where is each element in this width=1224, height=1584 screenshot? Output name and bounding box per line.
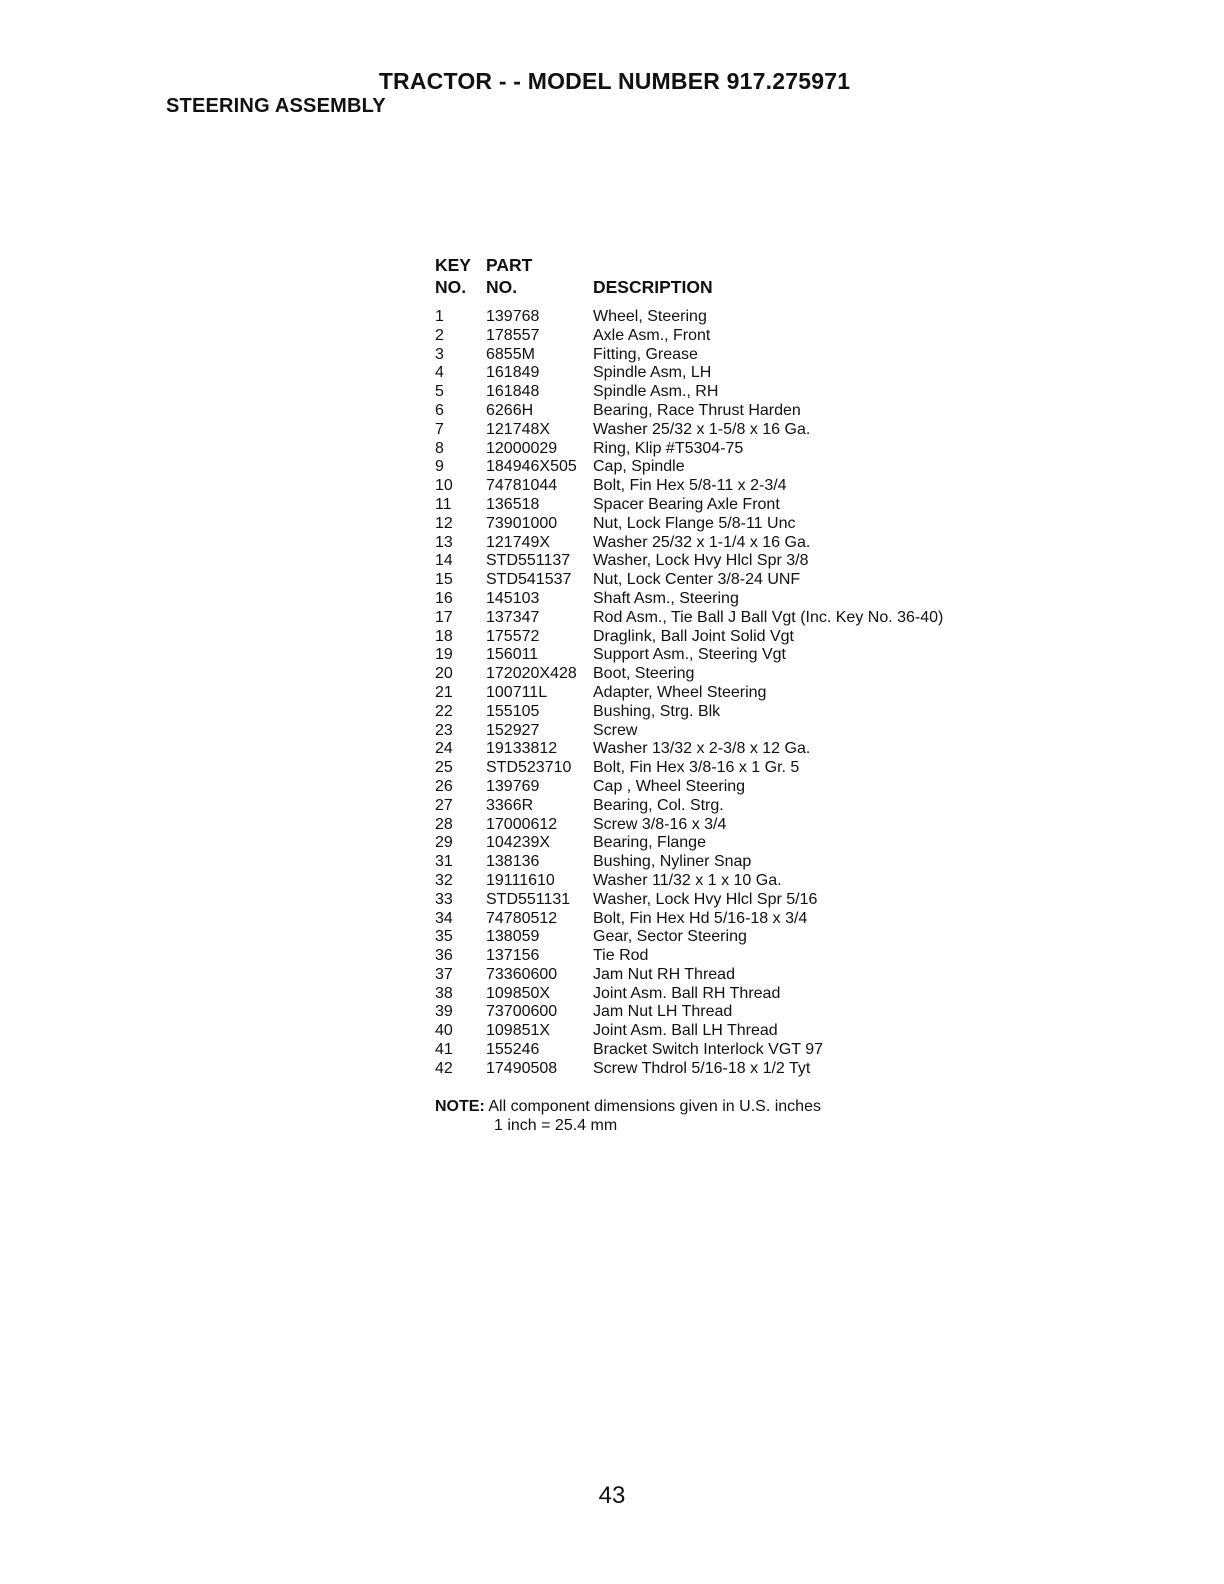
key-no-cell: 8: [435, 439, 444, 457]
description-cell: Washer, Lock Hvy Hlcl Spr 3/8: [593, 552, 809, 570]
key-no-cell: 39: [435, 1003, 453, 1021]
description-cell: Jam Nut LH Thread: [593, 1003, 733, 1021]
part-no-cell: STD551131: [486, 890, 571, 908]
table-row: [435, 308, 995, 327]
part-no-cell: 17000612: [486, 815, 558, 833]
key-no-cell: 15: [435, 571, 453, 589]
part-no-cell: 161848: [486, 383, 540, 401]
table-row: [435, 646, 995, 665]
key-no-cell: 7: [435, 420, 444, 438]
key-no-cell: 42: [435, 1059, 453, 1077]
key-no-cell: 36: [435, 947, 453, 965]
table-row: [435, 590, 995, 609]
table-row: [435, 684, 995, 703]
table-row: [435, 778, 995, 797]
key-no-cell: 18: [435, 627, 453, 645]
key-no-cell: 35: [435, 928, 453, 946]
page-number: 43: [598, 1482, 626, 1509]
part-no-cell: 74781044: [486, 477, 558, 495]
note-label: NOTE:: [435, 1098, 485, 1115]
part-no-cell: 109851X: [486, 1022, 551, 1040]
table-row: [435, 628, 995, 647]
table-row: [435, 966, 995, 985]
table-row: [435, 364, 995, 383]
key-no-header-line1: KEY: [435, 255, 471, 275]
part-no-cell: 17490508: [486, 1059, 558, 1077]
description-cell: Screw 3/8-16 x 3/4: [593, 815, 727, 833]
description-cell: Adapter, Wheel Steering: [593, 683, 767, 701]
description-cell: Tie Rod: [593, 947, 649, 965]
note: [435, 1097, 821, 1135]
description-cell: Bolt, Fin Hex 3/8-16 x 1 Gr. 5: [593, 759, 800, 777]
description-cell: Spindle Asm, LH: [593, 364, 712, 382]
description-cell: Screw Thdrol 5/16-18 x 1/2 Tyt: [593, 1059, 811, 1077]
description-header: DESCRIPTION: [593, 277, 713, 297]
table-row: [435, 816, 995, 835]
part-no-cell: 73360600: [486, 965, 558, 983]
key-no-cell: 32: [435, 871, 453, 889]
page-title: TRACTOR - - MODEL NUMBER 917.275971: [378, 68, 851, 94]
part-no-cell: 155105: [486, 702, 540, 720]
description-cell: Bearing, Col. Strg.: [593, 796, 724, 814]
table-row: [435, 534, 995, 553]
part-no-cell: 178557: [486, 326, 540, 344]
key-no-cell: 23: [435, 721, 453, 739]
part-no-cell: 152927: [486, 721, 540, 739]
key-no-cell: 13: [435, 533, 453, 551]
description-cell: Bearing, Race Thrust Harden: [593, 401, 801, 419]
part-no-cell: 121748X: [486, 420, 551, 438]
key-no-cell: 17: [435, 608, 453, 626]
key-no-cell: 1: [435, 308, 444, 325]
description-cell: Washer 25/32 x 1-1/4 x 16 Ga.: [593, 533, 811, 551]
table-row: [435, 440, 995, 459]
description-cell: Gear, Sector Steering: [593, 928, 747, 946]
table-row: [435, 1041, 995, 1060]
parts-list-header: [435, 254, 995, 300]
part-no-cell: 100711L: [486, 683, 548, 701]
key-no-cell: 6: [435, 401, 444, 419]
part-no-cell: 137156: [486, 947, 540, 965]
key-no-cell: 14: [435, 552, 453, 570]
description-cell: Spacer Bearing Axle Front: [593, 495, 780, 513]
key-no-cell: 40: [435, 1022, 453, 1040]
part-no-cell: 12000029: [486, 439, 558, 457]
table-row: [435, 327, 995, 346]
part-no-cell: 136518: [486, 495, 540, 513]
part-no-header-line1: PART: [486, 255, 533, 275]
key-no-cell: 20: [435, 665, 453, 683]
key-no-cell: 9: [435, 458, 444, 476]
part-no-cell: 184946X505: [486, 458, 577, 476]
table-row: [435, 1060, 995, 1079]
table-row: [435, 1022, 995, 1041]
key-no-cell: 41: [435, 1041, 453, 1059]
note-line1: All component dimensions given in U.S. inches: [488, 1098, 821, 1115]
table-row: [435, 421, 995, 440]
table-row: [435, 834, 995, 853]
table-row: [435, 740, 995, 759]
key-no-cell: 24: [435, 740, 453, 758]
part-no-cell: 121749X: [486, 533, 551, 551]
part-no-cell: 73901000: [486, 514, 558, 532]
description-cell: Nut, Lock Center 3/8-24 UNF: [593, 571, 801, 589]
note-line2: 1 inch = 25.4 mm: [494, 1117, 618, 1134]
description-cell: Cap, Spindle: [593, 458, 685, 476]
part-no-cell: 19111610: [486, 871, 555, 889]
key-no-cell: 22: [435, 702, 453, 720]
part-no-cell: 138059: [486, 928, 540, 946]
key-no-cell: 19: [435, 646, 453, 664]
key-no-cell: 16: [435, 589, 453, 607]
key-no-cell: 29: [435, 834, 453, 852]
part-no-cell: 139769: [486, 777, 540, 795]
part-no-cell: 3366R: [486, 796, 534, 814]
description-cell: Draglink, Ball Joint Solid Vgt: [593, 627, 794, 645]
description-cell: Jam Nut RH Thread: [593, 965, 735, 983]
description-cell: Bolt, Fin Hex 5/8-11 x 2-3/4: [593, 477, 787, 495]
table-row: [435, 515, 995, 534]
part-no-cell: 172020X428: [486, 665, 577, 683]
table-row: [435, 759, 995, 778]
key-no-cell: 26: [435, 777, 453, 795]
table-row: [435, 703, 995, 722]
table-row: [435, 458, 995, 477]
key-no-cell: 4: [435, 364, 444, 382]
part-no-cell: 109850X: [486, 984, 551, 1002]
table-row: [435, 609, 995, 628]
part-no-cell: 161849: [486, 364, 540, 382]
part-no-cell: 155246: [486, 1041, 540, 1059]
description-cell: Nut, Lock Flange 5/8-11 Unc: [593, 514, 796, 532]
part-no-cell: 73700600: [486, 1003, 558, 1021]
table-row: [435, 910, 995, 929]
description-cell: Support Asm., Steering Vgt: [593, 646, 786, 664]
parts-list: [435, 254, 995, 1079]
table-row: [435, 571, 995, 590]
part-no-header-line2: NO.: [486, 277, 518, 297]
part-no-cell: 74780512: [486, 909, 558, 927]
description-cell: Boot, Steering: [593, 665, 695, 683]
part-no-cell: 139768: [486, 308, 540, 325]
table-row: [435, 383, 995, 402]
part-no-cell: STD541537: [486, 571, 572, 589]
description-cell: Shaft Asm., Steering: [593, 589, 739, 607]
description-cell: Washer 25/32 x 1-5/8 x 16 Ga.: [593, 420, 811, 438]
key-no-cell: 10: [435, 477, 453, 495]
description-cell: Ring, Klip #T5304-75: [593, 439, 744, 457]
part-no-cell: 19133812: [486, 740, 558, 758]
part-no-cell: 6855M: [486, 345, 535, 363]
key-no-header-line2: NO.: [435, 277, 467, 297]
description-cell: Screw: [593, 721, 638, 739]
part-no-cell: 6266H: [486, 401, 534, 419]
table-row: [435, 496, 995, 515]
table-row: [435, 891, 995, 910]
description-cell: Rod Asm., Tie Ball J Ball Vgt (Inc. Key No. 36-40): [593, 608, 944, 626]
key-no-cell: 5: [435, 383, 444, 401]
description-cell: Joint Asm. Ball RH Thread: [593, 984, 781, 1002]
description-cell: Bracket Switch Interlock VGT 97: [593, 1041, 824, 1059]
table-row: [435, 477, 995, 496]
table-row: [435, 552, 995, 571]
part-no-cell: 175572: [486, 627, 540, 645]
description-cell: Wheel, Steering: [593, 308, 707, 325]
key-no-cell: 38: [435, 984, 453, 1002]
key-no-cell: 31: [435, 853, 453, 871]
key-no-cell: 11: [435, 495, 452, 513]
description-cell: Spindle Asm., RH: [593, 383, 719, 401]
part-no-cell: 138136: [486, 853, 540, 871]
table-row: [435, 722, 995, 741]
description-cell: Washer, Lock Hvy Hlcl Spr 5/16: [593, 890, 818, 908]
description-cell: Bolt, Fin Hex Hd 5/16-18 x 3/4: [593, 909, 808, 927]
description-cell: Axle Asm., Front: [593, 326, 711, 344]
table-row: [435, 985, 995, 1004]
part-no-cell: STD523710: [486, 759, 572, 777]
part-no-cell: 104239X: [486, 834, 551, 852]
table-row: [435, 665, 995, 684]
key-no-cell: 34: [435, 909, 453, 927]
table-row: [435, 797, 995, 816]
description-cell: Washer 11/32 x 1 x 10 Ga.: [593, 871, 782, 889]
description-cell: Bearing, Flange: [593, 834, 706, 852]
table-row: [435, 853, 995, 872]
description-cell: Joint Asm. Ball LH Thread: [593, 1022, 778, 1040]
table-row: [435, 947, 995, 966]
part-no-cell: 145103: [486, 589, 540, 607]
description-cell: Cap , Wheel Steering: [593, 777, 746, 795]
description-cell: Bushing, Strg. Blk: [593, 702, 721, 720]
key-no-cell: 27: [435, 796, 453, 814]
key-no-cell: 37: [435, 965, 453, 983]
parts-rows: [435, 308, 995, 1079]
table-row: [435, 928, 995, 947]
section-title: STEERING ASSEMBLY: [166, 95, 386, 117]
table-row: [435, 1003, 995, 1022]
key-no-cell: 33: [435, 890, 453, 908]
part-no-cell: 156011: [486, 646, 539, 664]
table-row: [435, 346, 995, 365]
part-no-cell: STD551137: [486, 552, 571, 570]
description-cell: Washer 13/32 x 2-3/8 x 12 Ga.: [593, 740, 811, 758]
description-cell: Fitting, Grease: [593, 345, 698, 363]
key-no-cell: 2: [435, 326, 444, 344]
key-no-cell: 25: [435, 759, 453, 777]
key-no-cell: 3: [435, 345, 444, 363]
key-no-cell: 21: [435, 683, 453, 701]
part-no-cell: 137347: [486, 608, 540, 626]
description-cell: Bushing, Nyliner Snap: [593, 853, 752, 871]
key-no-cell: 28: [435, 815, 453, 833]
table-row: [435, 872, 995, 891]
key-no-cell: 12: [435, 514, 453, 532]
table-row: [435, 402, 995, 421]
